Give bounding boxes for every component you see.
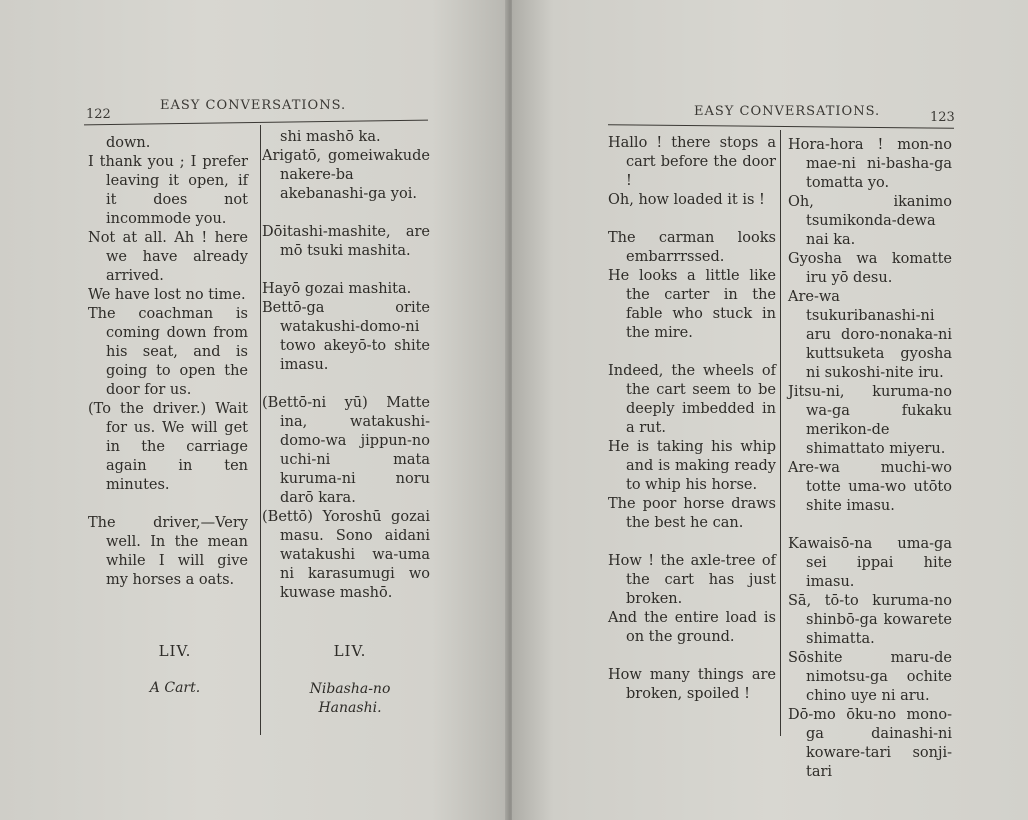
left-jp-5: (Bettō-ni yū) Matte ina, watakushi-domo-wa jippun-no uchi-ni mata kuruma-ni noru darō kara. <box>262 395 430 506</box>
left-section-title-jp: Nibasha-no Hanashi. <box>309 681 391 716</box>
left-page-number: 122 <box>86 107 111 122</box>
right-jp-9: Dō-mo ōku-no mono-ga dainashi-ni koware-tari sonji-tari <box>788 707 952 780</box>
left-jp-6: (Bettō) Yoroshū gozai masu. Sono aidani watakushi wa-uma ni karasumugi wo kuwase mashō. <box>262 509 430 601</box>
right-en-8: And the entire load is on the ground. <box>608 610 776 645</box>
left-jp-2: Dōitashi-mashite, are mō tsuki mashita. <box>262 224 430 259</box>
right-column-divider <box>780 130 781 736</box>
right-jp-3: Are-wa tsukuribanashi-ni aru doro-nonaka-ni kuttsuketa gyosha ni sukoshi-nite iru. <box>788 289 952 381</box>
right-english-column <box>608 134 776 704</box>
right-jp-7: Sā, tō-to kuruma-no shinbō-ga kowarete shimatta. <box>788 593 952 647</box>
right-en-6: The poor horse draws the best he can. <box>608 496 776 531</box>
right-running-head: EASY CONVERSATIONS. <box>694 104 881 119</box>
left-page <box>0 0 508 820</box>
right-jp-4: Jitsu-ni, kuruma-no wa-ga fukaku merikon-de shimattato miyeru. <box>788 384 952 457</box>
left-en-6: The driver,—Very well. In the mean while I will give my horses a oats. <box>88 515 248 588</box>
left-en-4: The coachman is coming down from his seat, and is going to open the door for us. <box>88 306 248 398</box>
right-jp-0: Hora-hora ! mon-no mae-ni ni-basha-ga tomatta yo. <box>788 137 952 191</box>
right-en-5: He is taking his whip and is making ready to whip his horse. <box>608 439 776 493</box>
left-section-number-jp: LIV. <box>333 642 367 660</box>
right-en-3: He looks a little like the carter in the fable who stuck in the mire. <box>608 268 776 341</box>
left-en-1: I thank you ; I prefer leaving it open, if it does not incommode you. <box>88 154 248 227</box>
left-jp-0: shi mashō ka. <box>280 129 381 145</box>
right-japanese-column <box>788 136 952 782</box>
right-page-number: 123 <box>930 110 955 125</box>
left-jp-3: Hayō gozai mashita. <box>262 281 412 297</box>
left-header-rule <box>84 120 428 126</box>
right-en-0: Hallo ! there stops a cart before the door ! <box>608 135 776 189</box>
right-header-rule <box>608 124 954 129</box>
left-en-3: We have lost no time. <box>88 287 246 303</box>
right-en-9: How many things are broken, spoiled ! <box>608 667 776 702</box>
left-column-divider <box>260 125 261 735</box>
right-page <box>512 0 1028 820</box>
left-running-head: EASY CONVERSATIONS. <box>160 98 347 113</box>
left-en-2: Not at all. Ah ! here we have already arrived. <box>88 230 248 284</box>
left-en-0: down. <box>106 135 151 151</box>
left-jp-4: Bettō-ga orite watakushi-domo-ni towo akeyō-to shite imasu. <box>262 300 430 373</box>
left-japanese-column <box>262 128 430 603</box>
right-jp-8: Sōshite maru-de nimotsu-ga ochite chino uye ni aru. <box>788 650 952 704</box>
left-section-number-en: LIV. <box>158 642 192 660</box>
left-jp-1: Arigatō, gomeiwakude nakere-ba akebanashi-ga yoi. <box>262 148 430 202</box>
right-jp-1: Oh, ikanimo tsumikonda-dewa nai ka. <box>788 194 952 248</box>
right-jp-5: Are-wa muchi-wo totte uma-wo utōto shite imasu. <box>788 460 952 514</box>
right-en-4: Indeed, the wheels of the cart seem to be deeply imbedded in a rut. <box>608 363 776 436</box>
right-en-1: Oh, how loaded it is ! <box>608 192 765 208</box>
right-jp-6: Kawaisō-na uma-ga sei ippai hite imasu. <box>788 536 952 590</box>
right-en-2: The carman looks embarrrssed. <box>608 230 776 265</box>
left-english-column <box>88 134 248 590</box>
left-en-5: (To the driver.) Wait for us. We will get in the carriage again in ten minutes. <box>88 401 248 493</box>
right-jp-2: Gyosha wa komatte iru yō desu. <box>788 251 952 286</box>
right-en-7: How ! the axle-tree of the cart has just broken. <box>608 553 776 607</box>
left-section-title-en: A Cart. <box>149 680 201 696</box>
